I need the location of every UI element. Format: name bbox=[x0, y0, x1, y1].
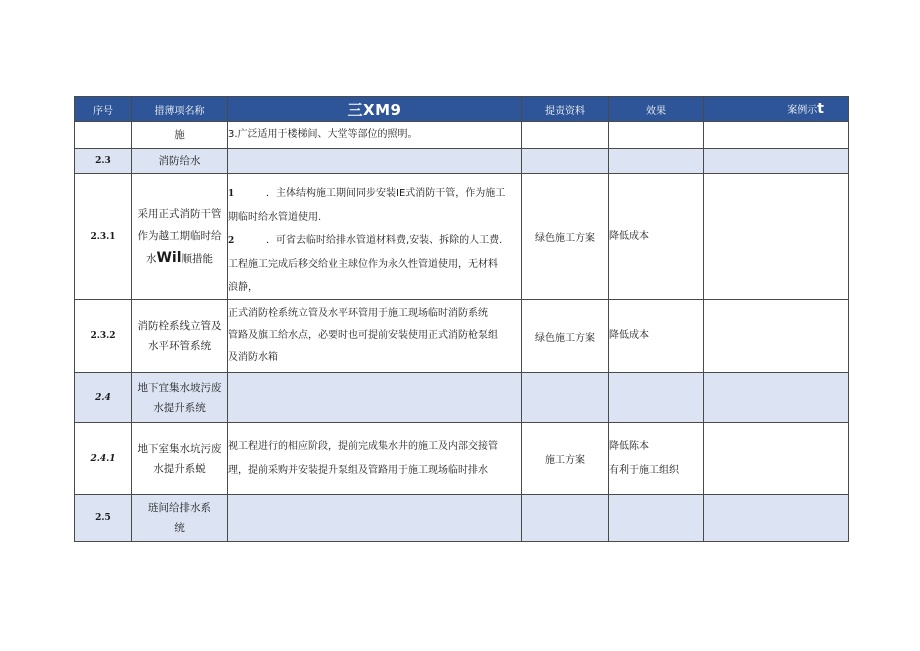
name-line: 消防栓系线立管及 bbox=[137, 320, 222, 332]
list-number: 1 bbox=[228, 189, 235, 199]
description-line: 视工程进行的相应阶段，提前完成集水井的施工及内部交接管 bbox=[228, 440, 498, 452]
header-content: 三XM9 bbox=[228, 97, 522, 122]
description-line: 3.广泛适用于楼梯间、大堂等部位的照明。 bbox=[228, 129, 418, 140]
effect-cell: 降低成本 bbox=[609, 300, 704, 373]
table-header-row bbox=[75, 97, 849, 122]
docs-cell bbox=[522, 122, 609, 149]
empty-cell bbox=[609, 373, 704, 423]
section-row bbox=[75, 373, 849, 423]
empty-cell bbox=[609, 149, 704, 174]
docs-cell: 绿色施工方案 bbox=[522, 174, 609, 300]
section-row bbox=[75, 149, 849, 174]
name-fragment: Wil bbox=[156, 250, 182, 266]
empty-cell bbox=[522, 495, 609, 542]
name-line: 作为越工期临时给 bbox=[137, 230, 222, 242]
table-row bbox=[75, 174, 849, 300]
row-number: 2.4 bbox=[75, 373, 132, 423]
measure-name bbox=[132, 174, 228, 300]
measure-description bbox=[228, 122, 522, 149]
empty-cell bbox=[522, 149, 609, 174]
measure-name bbox=[132, 423, 228, 495]
name-line: 地下宜集水坡污废 bbox=[137, 381, 222, 394]
name-fragment: 水 bbox=[145, 253, 157, 265]
docs-cell: 绿色施工方案 bbox=[522, 300, 609, 373]
empty-cell bbox=[704, 495, 849, 542]
empty-cell bbox=[228, 149, 522, 174]
header-index: 序号 bbox=[75, 97, 132, 122]
case-cell bbox=[704, 300, 849, 373]
effect-cell bbox=[609, 423, 704, 495]
measure-name: 施 bbox=[132, 122, 228, 149]
description-line: 期临时给水管道使用. bbox=[228, 212, 322, 223]
effect-cell bbox=[609, 122, 704, 149]
name-line bbox=[132, 247, 227, 270]
header-case-prefix: 案例示 bbox=[787, 105, 818, 116]
name-line: 水平环管系统 bbox=[148, 340, 211, 352]
section-name: 消防给水 bbox=[132, 149, 228, 174]
row-number bbox=[75, 122, 132, 149]
case-cell bbox=[704, 174, 849, 300]
docs-cell: 施工方案 bbox=[522, 423, 609, 495]
section-name bbox=[132, 373, 228, 423]
table-row bbox=[75, 423, 849, 495]
description-line bbox=[228, 182, 521, 206]
description-line bbox=[228, 229, 521, 253]
description-line: 管路及旗工给水点，必要时也可提前安装使用正式消防枪泵组 bbox=[228, 330, 498, 341]
section-name bbox=[132, 495, 228, 542]
description-line: 及消防水箱 bbox=[228, 352, 278, 363]
description-text: ．可省去临时给排水管道材料费,安装、拆除的人工费. bbox=[266, 235, 503, 246]
measure-name bbox=[132, 300, 228, 373]
header-measure-name: 措薄项名称 bbox=[132, 97, 228, 122]
table-row bbox=[75, 300, 849, 373]
name-line: 采用正式消防干管 bbox=[137, 208, 222, 220]
row-number: 2.3 bbox=[75, 149, 132, 174]
case-cell bbox=[704, 122, 849, 149]
name-line: 琏间给排水系 bbox=[148, 502, 211, 514]
empty-cell bbox=[704, 149, 849, 174]
name-fragment: 顺措能 bbox=[181, 253, 214, 265]
header-effect: 效果 bbox=[609, 97, 704, 122]
case-cell bbox=[704, 423, 849, 495]
table-row bbox=[75, 122, 849, 149]
empty-cell bbox=[228, 495, 522, 542]
description-line: 正式消防栓系统立管及水平环管用于施工现场临时消防系统 bbox=[228, 308, 488, 319]
measure-description bbox=[228, 300, 522, 373]
section-row bbox=[75, 495, 849, 542]
row-number: 2.4.1 bbox=[75, 423, 132, 495]
measure-description bbox=[228, 174, 522, 300]
header-case bbox=[704, 97, 849, 122]
empty-cell bbox=[704, 373, 849, 423]
name-line: 统 bbox=[174, 522, 185, 534]
list-number: 2 bbox=[228, 236, 235, 246]
empty-cell bbox=[228, 373, 522, 423]
description-line: 理，提前采购并安装提升泵组及管路用于施工现场临时排水 bbox=[228, 464, 488, 476]
header-docs: 提责资料 bbox=[522, 97, 609, 122]
measures-table bbox=[74, 96, 849, 542]
description-line: 工程施工完成后移交给业主球位作为永久性管道使用，无材料 bbox=[228, 259, 498, 270]
name-line: 地下室集水坑污废 bbox=[137, 442, 222, 455]
effect-cell: 降低成本 bbox=[609, 174, 704, 300]
effect-line: 降低陈本 bbox=[609, 440, 649, 452]
empty-cell bbox=[522, 373, 609, 423]
description-line: 浪静， bbox=[228, 282, 258, 293]
header-case-suffix: t bbox=[817, 101, 824, 117]
row-number: 2.5 bbox=[75, 495, 132, 542]
empty-cell bbox=[609, 495, 704, 542]
row-number: 2.3.2 bbox=[75, 300, 132, 373]
name-line: 水提升系统 bbox=[153, 401, 206, 414]
effect-line: 有利于施工组织 bbox=[609, 464, 679, 476]
row-number: 2.3.1 bbox=[75, 174, 132, 300]
description-text: ．主体结构施工期间同步安装IE式消防干管，作为施工 bbox=[266, 188, 506, 199]
name-line: 水提升系蜕 bbox=[153, 462, 206, 475]
measure-description bbox=[228, 423, 522, 495]
